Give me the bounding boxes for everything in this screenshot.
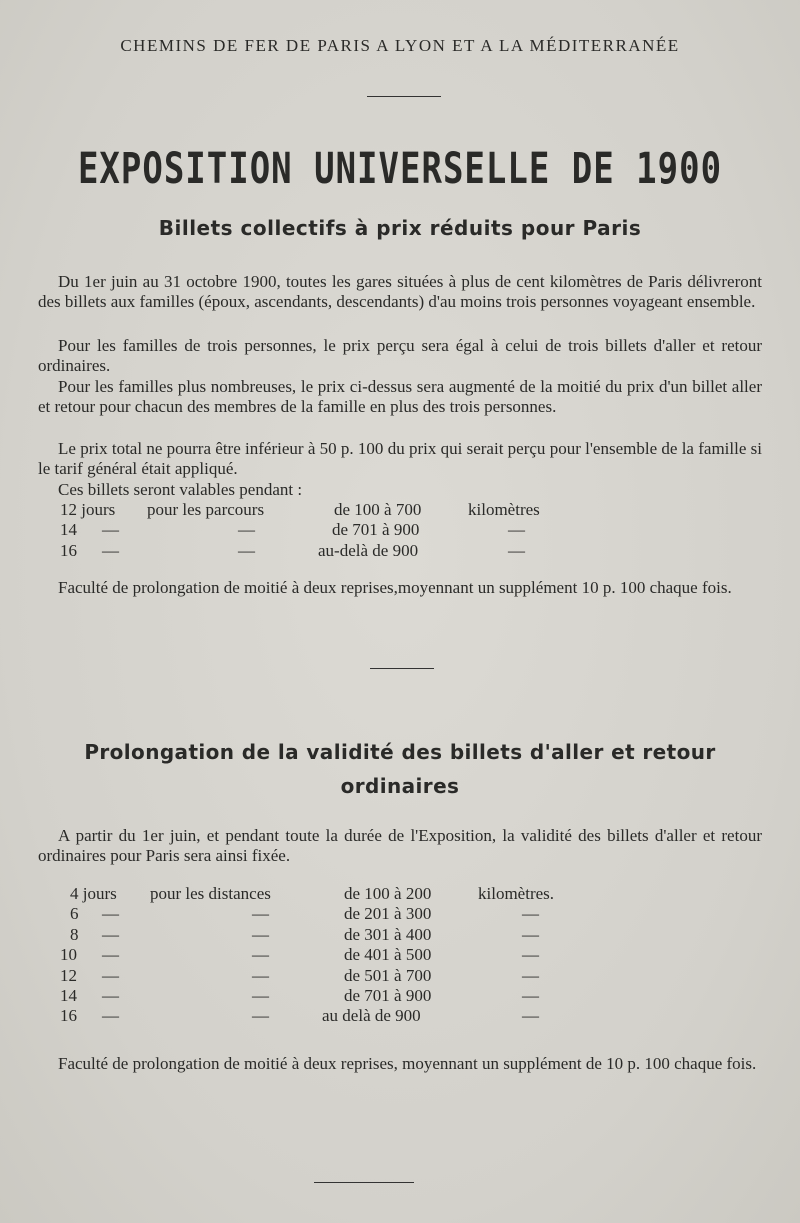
table-row: 4 jours pour les distances de 100 à 200 kilomètres. [70, 884, 555, 903]
section-title-prolongation: Prolongation de la validité des billets d'aller et retour ordinaires [84, 740, 716, 798]
table-row: 10 — — de 401 à 500 — [60, 945, 539, 965]
prolongation-intro: A partir du 1er juin, et pendant toute la durée de l'Exposition, la validité des billets d'aller et retour ordinaires pour Paris sera ainsi fixée. [38, 826, 762, 865]
validity-intro: Ces billets seront valables pendant : [58, 480, 303, 499]
table-row: 16 — — au delà de 900 — [60, 1006, 539, 1026]
extension-note-collective: Faculté de prolongation de moitié à deux reprises,moyennant un supplément 10 p. 100 chaque fois. [58, 578, 732, 597]
paragraph-dates: Du 1er juin au 31 octobre 1900, toutes les gares situées à plus de cent kilomètres de Paris délivreront des billets aux familles (époux, ascendants, descendants) d'au moins trois personnes voyageant ensemble. [38, 272, 762, 311]
document-subtitle: Billets collectifs à prix réduits pour Paris [158, 216, 642, 240]
extension-note-ordinary: Faculté de prolongation de moitié à deux reprises, moyennant un supplément de 10 p. 100 chaque fois. [58, 1054, 757, 1073]
validity-table-ordinary [60, 884, 760, 1027]
paragraph-minimum-price: Le prix total ne pourra être inférieur à 50 p. 100 du prix qui serait perçu pour l'ensemble de la famille si le tarif général était appliqué. [38, 439, 762, 478]
document-title: EXPOSITION UNIVERSELLE DE 1900 [77, 144, 723, 194]
paragraph-larger-families: Pour les familles plus nombreuses, le prix ci-dessus sera augmenté de la moitié du prix d'un billet aller et retour pour chacun des membres de la famille en plus des trois personnes. [38, 377, 762, 416]
table-row: 12 — — de 501 à 700 — [60, 965, 539, 985]
paragraph-three-persons: Pour les familles de trois personnes, le prix perçu sera égal à celui de trois billets d'aller et retour ordinaires. [38, 336, 762, 375]
company-header: CHEMINS DE FER DE PARIS A LYON ET A LA MÉDITERRANÉE [120, 36, 680, 55]
table-row: 6 — — de 201 à 300 — [70, 904, 539, 924]
section-divider [370, 668, 434, 669]
footer-divider [314, 1182, 414, 1183]
validity-table-collective [60, 500, 760, 561]
table-row: 14 — — de 701 à 900 — [60, 985, 539, 1005]
table-row: 16 — — au-delà de 900 — [60, 540, 525, 560]
header-divider [367, 96, 441, 97]
table-row: 14 — — de 701 à 900 — [60, 520, 525, 540]
table-row: 12 jours pour les parcours de 100 à 700 kilomètres [60, 500, 540, 519]
table-row: 8 — — de 301 à 400 — [70, 924, 539, 944]
